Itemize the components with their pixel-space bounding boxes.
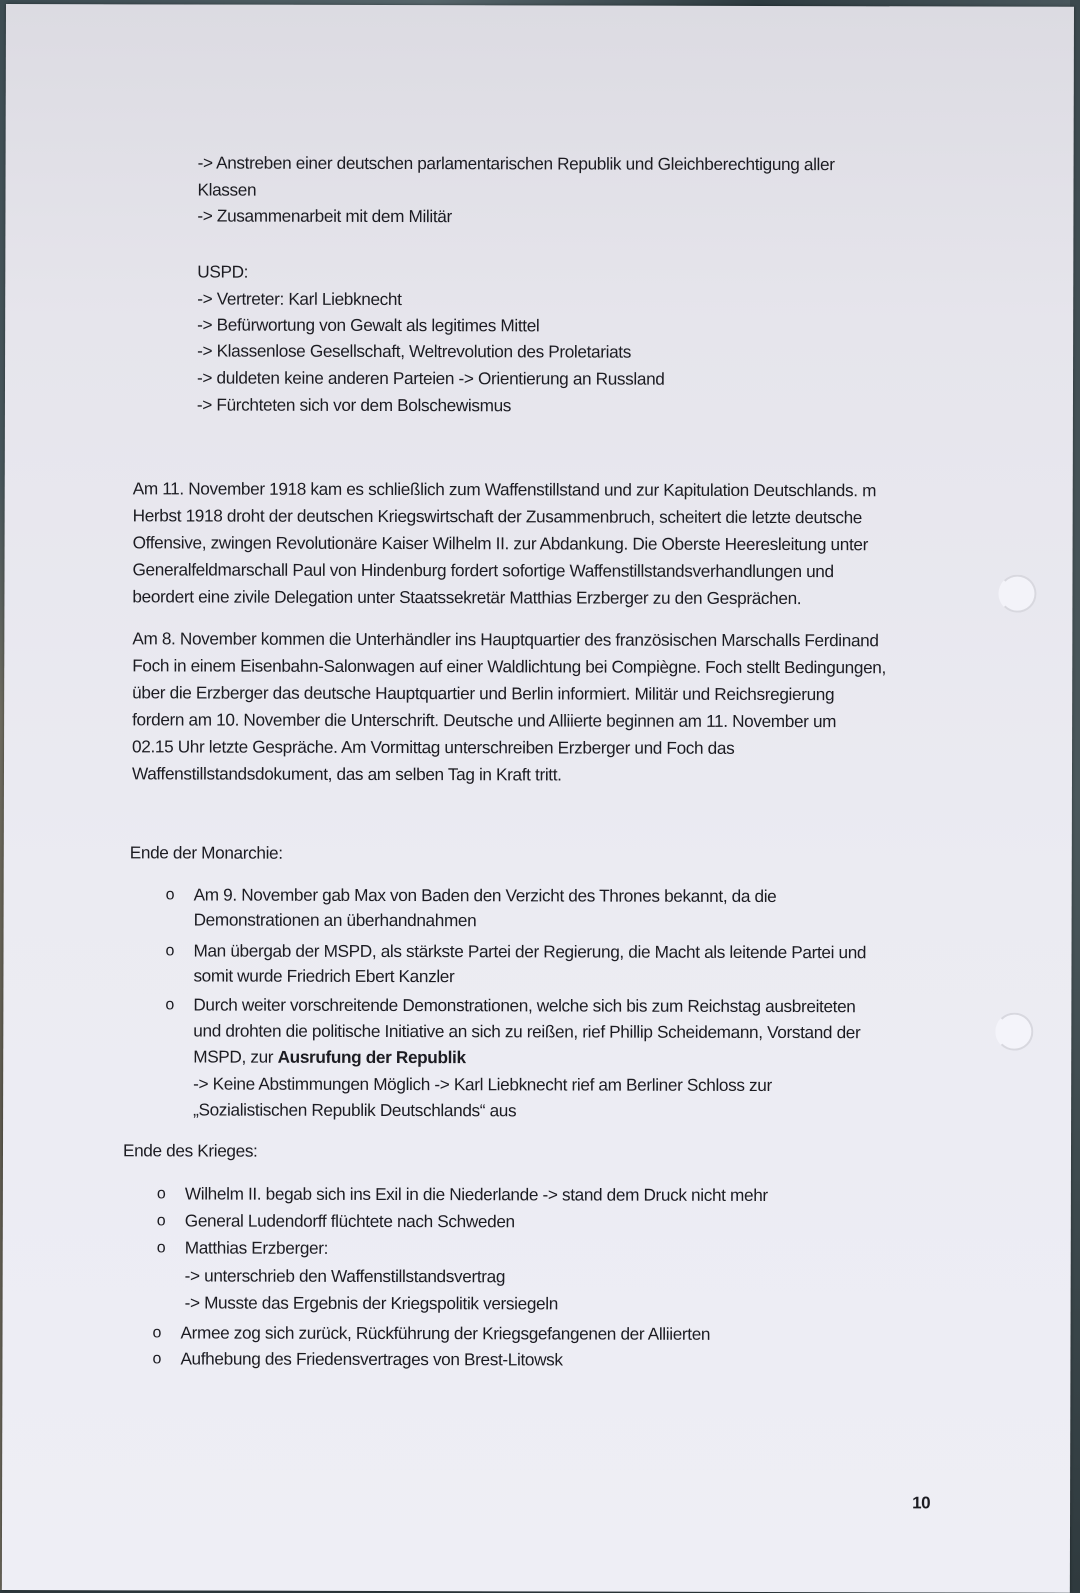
text-line: Durch weiter vorschreitende Demonstrationen, welche sich bis zum Reichstag ausbreiteten bbox=[193, 994, 856, 1017]
text-line: über die Erzberger das deutsche Hauptquartier und Berlin informiert. Militär und Reichsregierung bbox=[132, 682, 835, 705]
page-content bbox=[2, 4, 1074, 1593]
text-line: Demonstrationen an überhandnahmen bbox=[193, 909, 477, 931]
text-line: Waffenstillstandsdokument, das am selben Tag in Kraft tritt. bbox=[131, 763, 562, 785]
text-line: somit wurde Friedrich Ebert Kanzler bbox=[193, 965, 455, 987]
text-line: Am 9. November gab Max von Baden den Verzicht des Thrones bekannt, da die bbox=[193, 884, 777, 907]
section-heading: Ende des Krieges: bbox=[122, 1140, 258, 1161]
list-item: -> duldeten keine anderen Parteien -> Orientierung an Russland bbox=[196, 367, 665, 389]
section-heading: USPD: bbox=[197, 261, 249, 282]
text-line: Foch in einem Eisenbahn-Salonwagen auf einer Waldlichtung bei Compiègne. Foch stellt Bedingungen, bbox=[132, 655, 886, 678]
text-line: Offensive, zwingen Revolutionäre Kaiser Wilhelm II. zur Abdankung. Die Oberste Heeresleitung unter bbox=[132, 532, 869, 555]
text-line: -> Musste das Ergebnis der Kriegspolitik versiegeln bbox=[184, 1292, 558, 1314]
page-number: 10 bbox=[912, 1493, 931, 1513]
emphasis-text: Ausrufung der Republik bbox=[277, 1046, 466, 1068]
text-line: Armee zog sich zurück, Rückführung der Kriegsgefangenen der Alliierten bbox=[180, 1322, 711, 1344]
bullet-icon: o bbox=[165, 942, 175, 960]
bullet-icon: o bbox=[156, 1239, 166, 1257]
text-line: General Ludendorff flüchtete nach Schweden bbox=[184, 1210, 515, 1232]
text-line: Klassen bbox=[197, 179, 257, 200]
bullet-icon: o bbox=[156, 1185, 166, 1203]
text-line: Am 11. November 1918 kam es schließlich zum Waffenstillstand und zur Kapitulation Deutschlands. m bbox=[132, 478, 877, 501]
text-line: Aufhebung des Friedensvertrages von Brest-Litowsk bbox=[180, 1348, 563, 1370]
text-line: -> Anstreben einer deutschen parlamentarischen Republik und Gleichberechtigung aller bbox=[197, 152, 835, 175]
bullet-icon: o bbox=[152, 1324, 162, 1342]
text-line: 02.15 Uhr letzte Gespräche. Am Vormittag unterschreiben Erzberger und Foch das bbox=[132, 736, 735, 758]
text-line: Wilhelm II. begab sich ins Exil in die Niederlande -> stand dem Druck nicht mehr bbox=[184, 1183, 768, 1205]
text-span: MSPD, zur bbox=[193, 1046, 278, 1067]
text-line: und drohten die politische Initiative an sich zu reißen, rief Phillip Scheidemann, Vorstand der bbox=[193, 1020, 861, 1043]
bullet-icon: o bbox=[165, 886, 175, 904]
text-line: Herbst 1918 droht der deutschen Kriegswirtschaft der Zusammenbruch, scheitert die letzte deutsche bbox=[132, 505, 863, 528]
text-line bbox=[193, 1046, 465, 1068]
section-heading: Ende der Monarchie: bbox=[129, 842, 283, 863]
list-item: -> Klassenlose Gesellschaft, Weltrevolution des Proletariats bbox=[197, 340, 632, 362]
document-page bbox=[2, 4, 1074, 1593]
bullet-icon: o bbox=[165, 996, 174, 1014]
text-line: Man übergab der MSPD, als stärkste Partei der Regierung, die Macht als leitende Partei und bbox=[193, 940, 867, 963]
text-line: -> unterschrieb den Waffenstillstandsvertrag bbox=[184, 1265, 506, 1287]
text-line: Generalfeldmarschall Paul von Hindenburg fordert sofortige Waffenstillstandsverhandlungen und bbox=[132, 559, 834, 582]
text-line: „Sozialistischen Republik Deutschlands“ aus bbox=[193, 1099, 517, 1121]
list-item: -> Vertreter: Karl Liebknecht bbox=[197, 288, 402, 310]
list-item: -> Fürchteten sich vor dem Bolschewismus bbox=[196, 394, 512, 416]
text-line: -> Keine Abstimmungen Möglich -> Karl Liebknecht rief am Berliner Schloss zur bbox=[193, 1073, 772, 1096]
text-line: fordern am 10. November die Unterschrift. Deutsche und Alliierte beginnen am 11. November um bbox=[132, 709, 837, 732]
list-item: -> Befürwortung von Gewalt als legitimes Mittel bbox=[197, 314, 540, 336]
text-line: Am 8. November kommen die Unterhändler ins Hauptquartier des französischen Marschalls Ferdinand bbox=[132, 628, 879, 651]
text-line: -> Zusammenarbeit mit dem Militär bbox=[197, 205, 452, 227]
bullet-icon: o bbox=[156, 1212, 166, 1230]
text-line: Matthias Erzberger: bbox=[184, 1237, 329, 1258]
text-line: beordert eine zivile Delegation unter Staatssekretär Matthias Erzberger zu den Gesprächen. bbox=[132, 586, 802, 609]
bullet-icon: o bbox=[152, 1350, 162, 1368]
